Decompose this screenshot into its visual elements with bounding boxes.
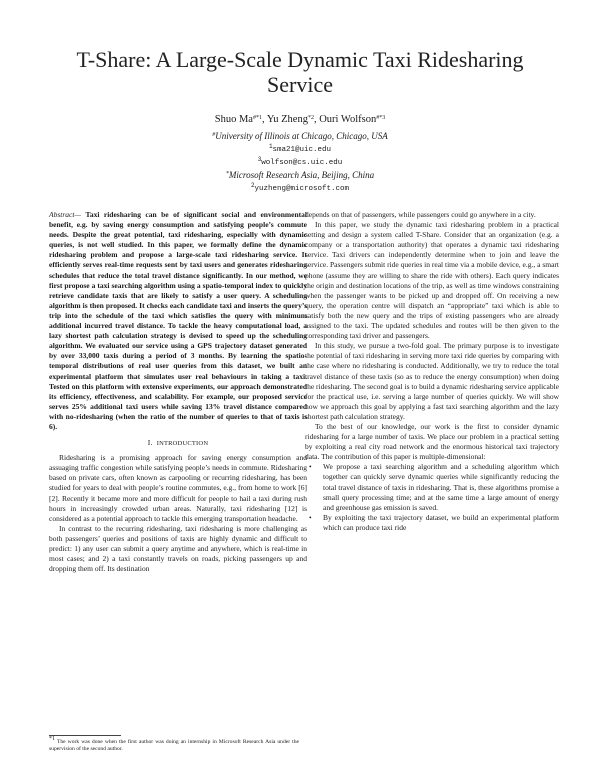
- affiliation-sup: 3: [257, 156, 262, 163]
- contribution-list: [305, 462, 559, 533]
- author-sup: #*1: [252, 115, 262, 121]
- abstract-label: Abstract: [49, 210, 75, 219]
- footnote: [49, 736, 299, 753]
- footnote-sup: *1: [49, 736, 55, 742]
- affiliation-email: [30, 145, 570, 156]
- affiliation-sup: #: [212, 132, 216, 138]
- body-paragraph: To the best of our knowledge, our work is the first to consider dynamic ridesharing for a large number of taxis. We place our problem in a practical setting by exploiting a real city road network and the enormous historical taxi trajectory data. The contribution of this paper is multiple-dimensional:: [305, 421, 559, 462]
- affiliation-text: Microsoft Research Asia, Beijing, China: [228, 170, 375, 180]
- affiliation-sup: 1: [268, 143, 273, 150]
- author-name: Ouri Wolfson: [319, 114, 377, 125]
- title-line-2: Service: [267, 72, 333, 97]
- affiliation: [30, 131, 570, 142]
- right-column: [305, 210, 559, 533]
- body-paragraph: In this study, we pursue a two-fold goal. The primary purpose is to investigate the potential of taxi ridesharing in serving more taxi ride queries by comparing with the case where no ridesharing is conducted. Additionally, we try to reduce the total travel distance of these taxis (so as to reduce the energy consumption) when doing the ridesharing. The second goal is to build a dynamic ridesharing service applicable for the practical use, i.e. serving a large number of queries quickly. We will show how we approach this goal by applying a fast taxi searching algorithm and the lazy shortest path calculation strategy.: [305, 341, 559, 421]
- footnote-text: The work was done when the first author was doing an internship in Microsoft Research Asia under the supervision of the second author.: [49, 739, 299, 752]
- section-number: I.: [147, 438, 153, 448]
- contribution-item: • We propose a taxi searching algorithm and a scheduling algorithm which together can quickly serve dynamic queries while significantly reducing the total travel distance of taxis in ridesharing. That is, these algorithms promise a small query processing time; and at the same time a large amount of energy and greenhouse gas emission is saved.: [305, 462, 559, 512]
- author-list: [30, 113, 570, 126]
- title-line-1: T-Share: A Large-Scale Dynamic Taxi Ridesharing: [76, 47, 524, 72]
- paper-title: [30, 47, 570, 97]
- footnote-rule: [49, 735, 121, 736]
- author-sup: *2: [307, 115, 314, 121]
- section-title: INTRODUCTION: [156, 440, 209, 448]
- affiliation-email: [30, 184, 570, 195]
- affiliation-email: [30, 158, 570, 169]
- left-column: [49, 210, 307, 574]
- intro-paragraph-2: In contrast to the recurring ridesharing, taxi ridesharing is more challenging as both passengers’ queries and positions of taxis are highly dynamic and difficult to predict: 1) any user can submit a query anytime and anywhere, which is real-time in most cases; and 2) a taxi constantly travels on roads, picking passengers up and dropping them off. Its destination: [49, 523, 307, 574]
- section-heading-introduction: [49, 438, 307, 449]
- affiliation-sup: 2: [250, 182, 255, 189]
- body-paragraph: depends on that of passengers, while passengers could go anywhere in a city.: [305, 210, 536, 219]
- author-name: Shuo Ma: [214, 114, 253, 125]
- email-text: sma21@uic.edu: [272, 146, 332, 154]
- affiliation-text: University of Illinois at Chicago, Chicago, USA: [215, 131, 388, 141]
- abstract: [49, 210, 307, 432]
- abstract-dash: —: [74, 210, 86, 219]
- affiliation-sup: *: [225, 171, 229, 177]
- email-text: wolfson@cs.uic.edu: [261, 159, 343, 167]
- affiliation: [30, 170, 570, 181]
- author-sep: ,: [261, 114, 267, 125]
- abstract-text: Taxi ridesharing can be of significant social and environmental benefit, e.g. by saving energy consumption and satisfying people’s commute needs. Despite the great potential, taxi ridesharing, especially with dynamic queries, is not well studied. In this paper, we formally define the dynamic ridesharing problem and propose a large-scale taxi ridesharing service. It efficiently serves real-time requests sent by taxi users and generates ridesharing schedules that reduce the total travel distance significantly. In our method, we first propose a taxi searching algorithm using a spatio-temporal index to quickly retrieve candidate taxis that are likely to satisfy a user query. A scheduling algorithm is then proposed. It checks each candidate taxi and inserts the query’s trip into the schedule of the taxi which satisfies the query with minimum additional incurred travel distance. To tackle the heavy computational load, a lazy shortest path calculation strategy is devised to speed up the scheduling algorithm. We evaluated our service using a GPS trajectory dataset generated by over 33,000 taxis during a period of 3 months. By learning the spatio-temporal distributions of real user queries from this dataset, we built an experimental platform that simulates user real behaviours in taking a taxi. Tested on this platform with extensive experiments, our approach demonstrated its efficiency, effectiveness, and scalability. For example, our proposed service serves 25% additional taxi users while saving 13% travel distance compared with no-ridesharing (when the ratio of the number of queries to that of taxis is 6).: [49, 210, 307, 431]
- intro-paragraph-1: Ridesharing is a promising approach for saving energy consumption and assuaging traffic congestion while satisfying people’s needs in commute. Ridesharing based on private cars, often known as carpooling or recurring ridesharing, has been studied for years to deal with people’s routine commutes, e.g., from home to work [6][2]. Recently it became more and more difficult for people to hail a taxi during rush hours in increasingly crowded urban areas. Naturally, taxi ridesharing [12] is considered as a potential approach to tackle this emerging transportation headache.: [49, 453, 307, 523]
- author-sup: #*3: [376, 115, 386, 121]
- email-text: yuzheng@microsoft.com: [254, 185, 350, 193]
- author-sep: ,: [313, 114, 320, 125]
- author-name: Yu Zheng: [266, 114, 308, 125]
- contribution-item: • By exploiting the taxi trajectory dataset, we build an experimental platform which can produce taxi ride: [305, 513, 559, 533]
- body-paragraph: In this paper, we study the dynamic taxi ridesharing problem in a practical setting and design a system called T-Share. Consider that an organization (e.g. a company or a transportation authority) that operates a dynamic taxi ridesharing service. Taxi drivers can independently determine when to join and leave the service. Passengers submit ride queries in real time via a mobile device, e.g., a smart phone (assume they are willing to share the ride with others). Each query indicates the origin and destination locations of the trip, as well as time windows constraining when the passenger wants to be picked up and dropped off. On receiving a new query, the operation centre will dispatch an “appropriate” taxi which is able to satisfy both the new query and the trips of existing passengers who are already assigned to the taxi. The updated schedules and routes will be then given to the corresponding taxi driver and passengers.: [305, 220, 559, 341]
